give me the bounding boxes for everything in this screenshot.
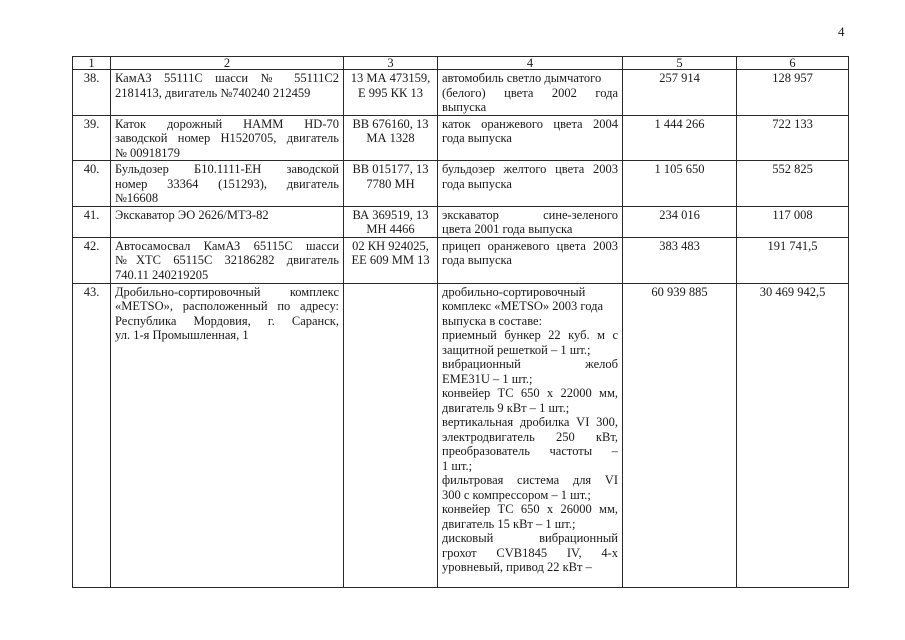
header-cell-2: 2 (111, 57, 344, 70)
table-row (73, 237, 849, 283)
description-line: автомобиль светло дымчатого (442, 71, 602, 85)
description-line: комплекс «METSO» 2003 года (442, 299, 603, 313)
description-line: двигатель 9 кВт – 1 шт.; (442, 400, 570, 415)
value-cell: 1 105 650 (623, 161, 737, 207)
row-number-cell: 41. (73, 206, 111, 237)
item-name-line: №16608 (115, 191, 159, 205)
registration-line: МА 1328 (366, 131, 415, 145)
row-number-cell: 39. (73, 115, 111, 161)
description-cell (438, 237, 623, 283)
registration-cell (344, 115, 438, 161)
description-cell (438, 283, 623, 587)
table-row (73, 161, 849, 207)
table-row (73, 206, 849, 237)
item-name-line: Каток дорожный HAMM HD-70 (115, 116, 339, 131)
registration-cell (344, 206, 438, 237)
description-line: преобразователь частоты – (442, 444, 618, 458)
item-name-line: № 00918179 (115, 145, 181, 160)
registration-cell (344, 70, 438, 116)
value-cell: 383 483 (623, 237, 737, 283)
registration-line: ВВ 676160, 13 (352, 116, 429, 131)
description-line: года выпуска (442, 131, 512, 145)
header-cell-3: 3 (344, 57, 438, 70)
item-name-line: Дробильно-сортировочный комплекс (115, 284, 339, 299)
description-line: прицеп оранжевого цвета 2003 (442, 238, 618, 253)
description-line: электродвигатель 250 кВт, (442, 429, 618, 444)
half-value-cell: 191 741,5 (737, 237, 849, 283)
description-cell (438, 70, 623, 116)
page-number: 4 (838, 24, 845, 39)
row-number-cell: 43. (73, 283, 111, 587)
item-name-cell (111, 237, 344, 283)
description-line: вибрационный желоб (442, 357, 618, 371)
item-name-line: номер 33364 (151293), двигатель (115, 176, 339, 191)
description-line: фильтровая система для VI (442, 473, 618, 487)
registration-cell (344, 237, 438, 283)
item-name-line: №ХТС 65115С 32186282 двигатель (115, 253, 339, 267)
description-line: выпуска (442, 100, 487, 114)
description-line: каток оранжевого цвета 2004 (442, 116, 618, 131)
description-line: (белого) цвета 2002 года (442, 85, 618, 100)
item-name-line: Экскаватор ЭО 2626/МТЗ-82 (115, 207, 269, 222)
header-cell-6: 6 (737, 57, 849, 70)
header-row (73, 57, 849, 70)
item-name-cell (111, 283, 344, 587)
registration-line: ВВ 015177, 13 (352, 162, 429, 176)
item-name-cell (111, 115, 344, 161)
registration-cell (344, 161, 438, 207)
half-value-cell: 722 133 (737, 115, 849, 161)
value-cell: 60 939 885 (623, 283, 737, 587)
description-line: приемный бункер 22 куб. м с (442, 328, 618, 342)
value-cell: 257 914 (623, 70, 737, 116)
description-line: 1 шт.; (442, 458, 473, 473)
table-row (73, 70, 849, 116)
half-value-cell: 30 469 942,5 (737, 283, 849, 587)
description-cell (438, 161, 623, 207)
item-name-line: 740.11 240219205 (115, 267, 209, 282)
description-line: экскаватор сине-зеленого (442, 207, 618, 222)
description-line: уровневый, привод 22 кВт – (442, 560, 592, 574)
registration-line: Е 995 КК 13 (358, 85, 423, 100)
description-cell (438, 115, 623, 161)
description-line: дробильно-сортировочный (442, 284, 586, 299)
registration-line: 7780 МН (366, 176, 415, 191)
description-cell (438, 206, 623, 237)
row-number-cell: 42. (73, 237, 111, 283)
table-row (73, 115, 849, 161)
half-value-cell: 128 957 (737, 70, 849, 116)
item-name-cell (111, 70, 344, 116)
item-name-cell (111, 206, 344, 237)
item-name-line: Республика Мордовия, г. Саранск, (115, 313, 339, 328)
item-name-line: 2181413, двигатель №740240 212459 (115, 85, 311, 100)
registration-cell (344, 283, 438, 587)
description-line: 300 с компрессором – 1 шт.; (442, 487, 591, 502)
description-line: цвета 2001 года выпуска (442, 222, 573, 236)
description-line: года выпуска (442, 176, 512, 191)
item-name-line: КамАЗ 55111С шасси № 55111С2 (115, 71, 339, 85)
registration-line: МН 4466 (366, 222, 415, 236)
item-name-line: Автосамосвал КамАЗ 65115С шасси (115, 238, 339, 253)
description-line: ЕМЕ31U – 1 шт.; (442, 371, 533, 386)
description-line: грохот CVB1845 IV, 4-х (442, 545, 618, 560)
header-cell-5: 5 (623, 57, 737, 70)
description-line: бульдозер желтого цвета 2003 (442, 162, 618, 176)
table-row (73, 283, 849, 587)
half-value-cell: 552 825 (737, 161, 849, 207)
description-line: вертикальная дробилка VI 300, (442, 415, 618, 429)
value-cell: 1 444 266 (623, 115, 737, 161)
description-line: конвейер ТС 650 х 22000 мм, (442, 386, 618, 400)
half-value-cell: 117 008 (737, 206, 849, 237)
registration-line: 13 МА 473159, (350, 71, 431, 85)
header-cell-4: 4 (438, 57, 623, 70)
item-name-line: «METSO», расположенный по адресу: (115, 299, 339, 313)
description-line: дисковый вибрационный (442, 531, 618, 545)
row-number-cell: 40. (73, 161, 111, 207)
registration-line: ВА 369519, 13 (352, 207, 429, 222)
description-line: выпуска в составе: (442, 313, 543, 328)
registration-line: 02 КН 924025, (352, 238, 429, 253)
description-line: защитной решеткой – 1 шт.; (442, 342, 591, 357)
description-line: двигатель 15 кВт – 1 шт.; (442, 516, 576, 531)
item-name-line: ул. 1-я Промышленная, 1 (115, 328, 249, 342)
header-cell-1: 1 (73, 57, 111, 70)
item-name-line: заводской номер Н1520705, двигатель (115, 131, 339, 145)
item-name-cell (111, 161, 344, 207)
value-cell: 234 016 (623, 206, 737, 237)
registration-line: ЕЕ 609 ММ 13 (351, 253, 430, 267)
row-number-cell: 38. (73, 70, 111, 116)
description-line: года выпуска (442, 253, 512, 267)
description-line: конвейер ТС 650 х 26000 мм, (442, 502, 618, 516)
item-name-line: Бульдозер Б10.1111-ЕН заводской (115, 162, 339, 176)
property-table (72, 56, 849, 588)
